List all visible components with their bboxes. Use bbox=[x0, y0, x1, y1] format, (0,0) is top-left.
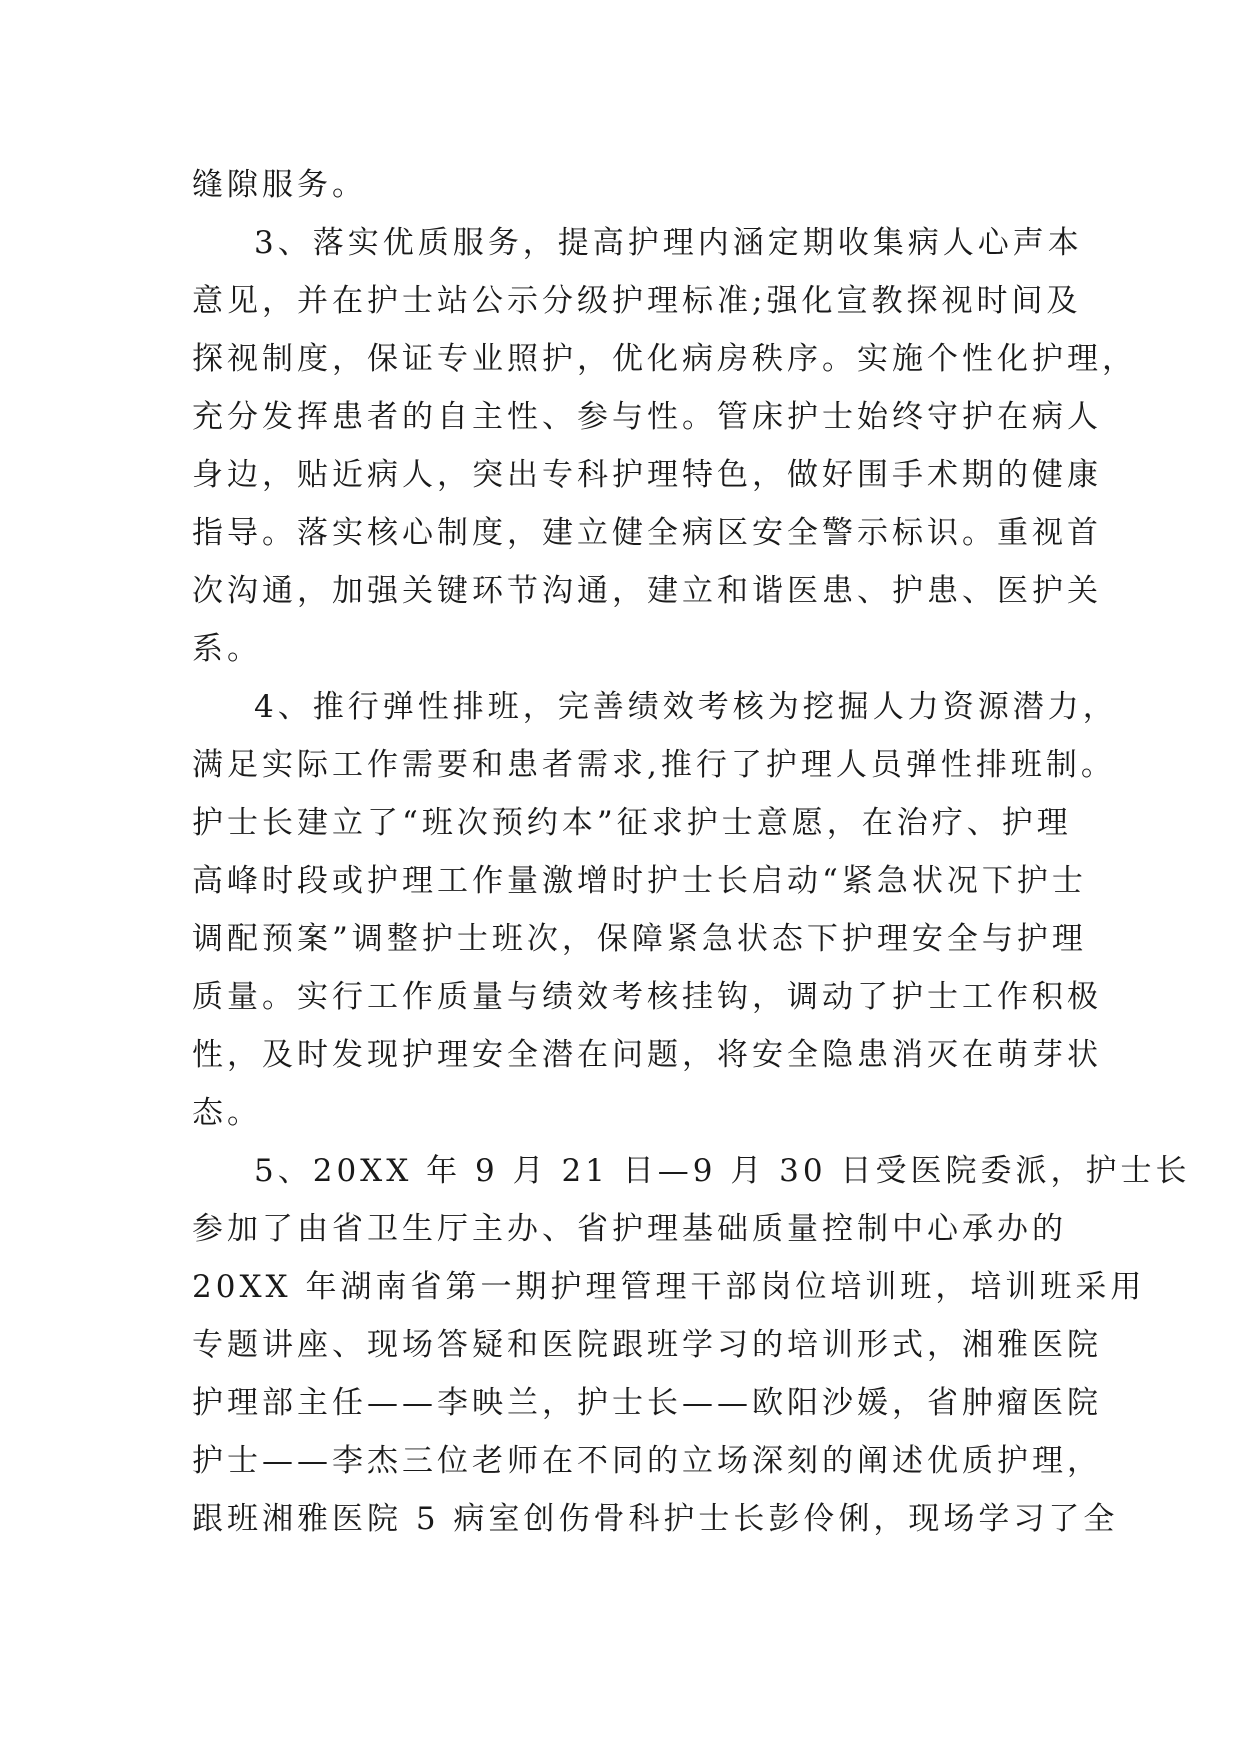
paragraph-5-start: 5、20XX 年 9 月 21 日—9 月 30 日受医院委派，护士长 bbox=[254, 1153, 1191, 1189]
text-line: 充分发挥患者的自主性、参与性。管床护士始终守护在病人 bbox=[192, 399, 1102, 435]
text-line: 态。 bbox=[192, 1095, 262, 1131]
text-line: 探视制度，保证专业照护，优化病房秩序。实施个性化护理， bbox=[192, 341, 1137, 377]
text-line: 身边，贴近病人，突出专科护理特色，做好围手术期的健康 bbox=[192, 457, 1102, 493]
paragraph-3-start: 3、落实优质服务，提高护理内涵定期收集病人心声本 bbox=[254, 225, 1083, 261]
text-line: 参加了由省卫生厅主办、省护理基础质量控制中心承办的 bbox=[192, 1211, 1067, 1247]
text-line: 满足实际工作需要和患者需求,推行了护理人员弹性排班制。 bbox=[192, 747, 1116, 783]
text-line: 调配预案”调整护士班次，保障紧急状态下护理安全与护理 bbox=[192, 921, 1087, 957]
document-body bbox=[192, 156, 1191, 1548]
paragraph-4-start: 4、推行弹性排班，完善绩效考核为挖掘人力资源潜力， bbox=[254, 689, 1118, 725]
text-line: 专题讲座、现场答疑和医院跟班学习的培训形式，湘雅医院 bbox=[192, 1327, 1102, 1363]
text-line: 次沟通，加强关键环节沟通，建立和谐医患、护患、医护关 bbox=[192, 573, 1102, 609]
text-line: 20XX 年湖南省第一期护理管理干部岗位培训班，培训班采用 bbox=[192, 1269, 1146, 1305]
text-line: 护士长建立了“班次预约本”征求护士意愿，在治疗、护理 bbox=[192, 805, 1072, 841]
text-line: 系。 bbox=[192, 631, 262, 667]
text-line: 高峰时段或护理工作量激增时护士长启动“紧急状况下护士 bbox=[192, 863, 1087, 899]
text-line: 护理部主任——李映兰，护士长——欧阳沙媛，省肿瘤医院 bbox=[192, 1385, 1102, 1421]
text-line: 性，及时发现护理安全潜在问题，将安全隐患消灭在萌芽状 bbox=[192, 1037, 1102, 1073]
text-line: 指导。落实核心制度，建立健全病区安全警示标识。重视首 bbox=[192, 515, 1102, 551]
text-line: 跟班湘雅医院 5 病室创伤骨科护士长彭伶俐，现场学习了全 bbox=[192, 1501, 1119, 1537]
text-line: 意见，并在护士站公示分级护理标准;强化宣教探视时间及 bbox=[192, 283, 1082, 319]
text-line: 质量。实行工作质量与绩效考核挂钩，调动了护士工作积极 bbox=[192, 979, 1102, 1015]
text-line: 护士——李杰三位老师在不同的立场深刻的阐述优质护理， bbox=[192, 1443, 1102, 1479]
text-line: 缝隙服务。 bbox=[192, 167, 367, 203]
